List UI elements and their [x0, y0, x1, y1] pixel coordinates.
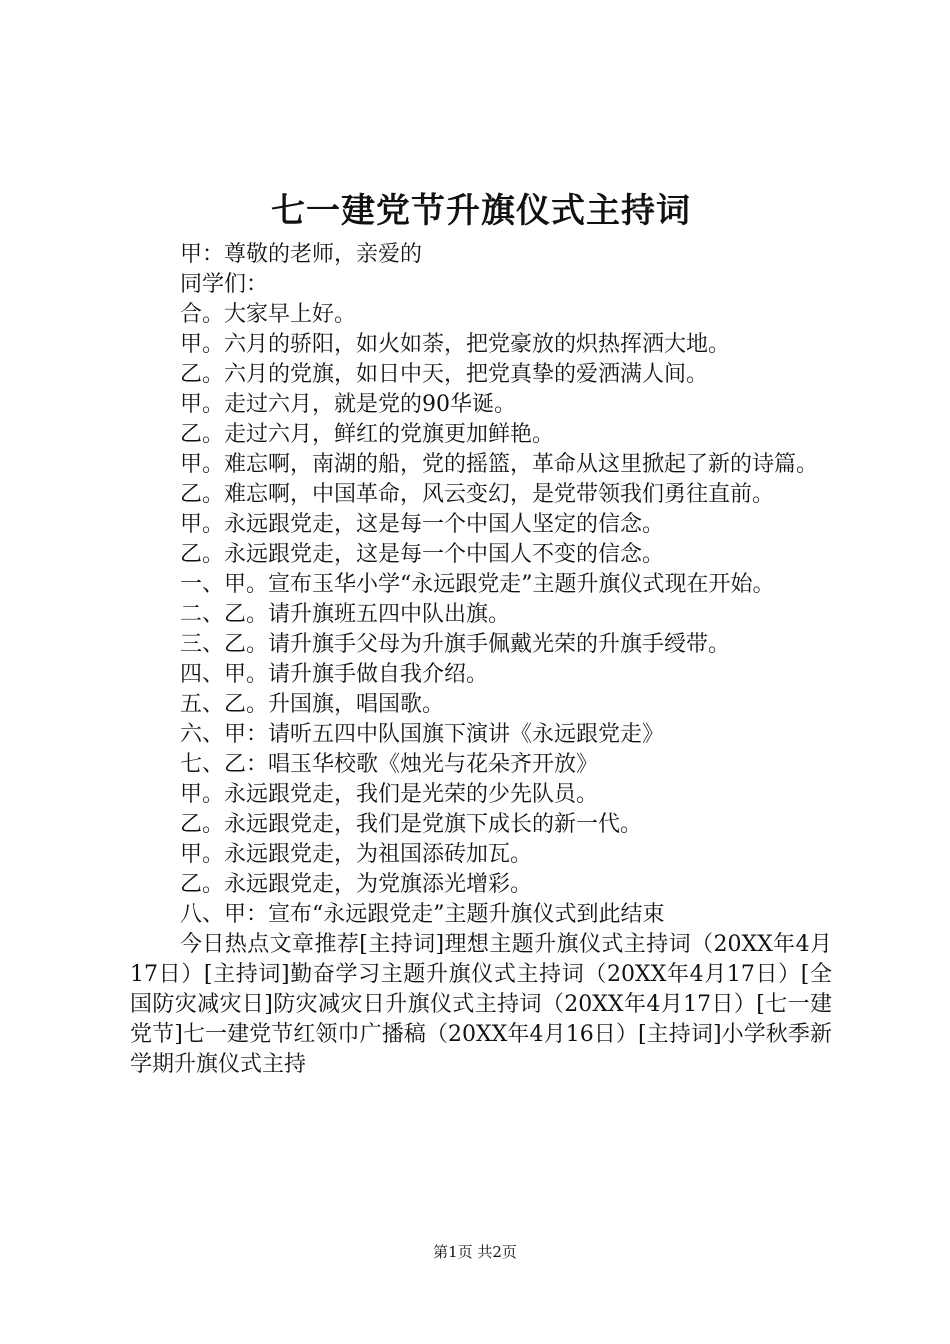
paragraph: 乙。永远跟党走，这是每一个中国人不变的信念。 — [180, 542, 665, 567]
paragraph: 一、甲。宣布玉华小学“永远跟党走”主题升旗仪式现在开始。 — [180, 572, 775, 597]
paragraph: 乙。难忘啊，中国革命，风云变幻，是党带领我们勇往直前。 — [180, 482, 775, 507]
paragraph: 甲。永远跟党走，这是每一个中国人坚定的信念。 — [180, 512, 665, 537]
paragraph: 同学们： — [180, 272, 269, 297]
paragraph: 甲：尊敬的老师，亲爱的 — [180, 242, 423, 267]
paragraph: 三、乙。请升旗手父母为升旗手佩戴光荣的升旗手绶带。 — [180, 632, 731, 657]
document-body — [130, 240, 832, 1080]
paragraph: 甲。难忘啊，南湖的船，党的摇篮，革命从这里掀起了新的诗篇。 — [180, 452, 819, 477]
paragraph: 甲。走过六月，就是党的90华诞。 — [180, 392, 516, 417]
paragraph: 乙。永远跟党走，为党旗添光增彩。 — [180, 872, 533, 897]
paragraph: 甲。永远跟党走，为祖国添砖加瓦。 — [180, 842, 533, 867]
paragraph: 合。大家早上好。 — [180, 302, 357, 327]
paragraph: 六、甲：请听五四中队国旗下演讲《永远跟党走》 — [180, 722, 665, 747]
paragraph: 八、甲：宣布“永远跟党走”主题升旗仪式到此结束 — [180, 902, 665, 927]
hot-articles-paragraph: 今日热点文章推荐[主持词]理想主题升旗仪式主持词（20XX年4月17日）[主持词]勤奋学习主题升旗仪式主持词（20XX年4月17日）[全国防灾减灾日]防灾减灾日升旗仪式主持词（20XX年4月17日）[七一建党节]七一建党节红领巾广播稿（20XX年4月16日）[主持词]小学秋季新学期升旗仪式主持 — [130, 932, 832, 1077]
document-page — [130, 186, 832, 1080]
page-footer: 第1页 共2页 — [433, 1243, 517, 1261]
document-title: 七一建党节升旗仪式主持词 — [271, 191, 691, 231]
paragraph: 甲。六月的骄阳，如火如荼，把党豪放的炽热挥洒大地。 — [180, 332, 731, 357]
paragraph: 四、甲。请升旗手做自我介绍。 — [180, 662, 489, 687]
paragraph: 乙。走过六月，鲜红的党旗更加鲜艳。 — [180, 422, 555, 447]
paragraph: 五、乙。升国旗，唱国歌。 — [180, 692, 445, 717]
paragraph: 甲。永远跟党走，我们是光荣的少先队员。 — [180, 782, 599, 807]
paragraph: 二、乙。请升旗班五四中队出旗。 — [180, 602, 511, 627]
paragraph: 乙。六月的党旗，如日中天，把党真挚的爱洒满人间。 — [180, 362, 709, 387]
paragraph: 乙。永远跟党走，我们是党旗下成长的新一代。 — [180, 812, 643, 837]
paragraph: 七、乙：唱玉华校歌《烛光与花朵齐开放》 — [180, 752, 599, 777]
